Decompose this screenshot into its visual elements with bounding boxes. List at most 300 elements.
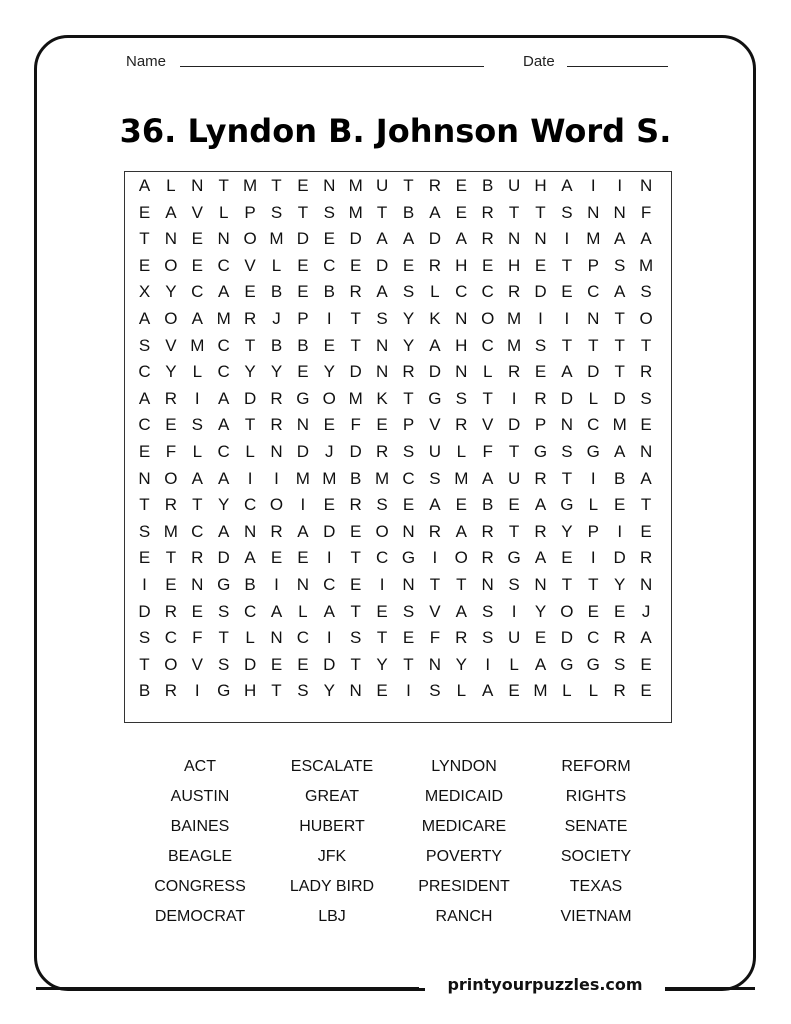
grid-letter: I: [485, 654, 491, 674]
grid-letter: R: [455, 628, 468, 648]
grid-letter: A: [561, 176, 573, 195]
grid-letter: C: [138, 415, 151, 435]
grid-letter: M: [243, 176, 258, 195]
grid-letter: N: [270, 442, 283, 461]
grid-letter: E: [455, 495, 467, 515]
grid-letter: M: [348, 388, 363, 408]
grid-letter: S: [218, 601, 230, 621]
grid-letter: R: [534, 521, 547, 541]
grid-letter: T: [508, 521, 520, 541]
grid-letter: O: [164, 309, 178, 328]
grid-letter: N: [138, 468, 151, 488]
grid-letter: V: [244, 255, 256, 275]
grid-letter: V: [429, 601, 441, 621]
grid-letter: N: [481, 575, 494, 594]
grid-letter: R: [428, 521, 442, 541]
word-list-item: BEAGLE: [167, 848, 233, 865]
grid-letter: E: [482, 255, 494, 275]
grid-letter: B: [402, 202, 415, 222]
grid-letter: R: [613, 628, 626, 648]
grid-letter: D: [560, 628, 574, 648]
grid-letter: E: [138, 202, 151, 222]
grid-letter: L: [588, 495, 599, 515]
grid-letter: V: [191, 202, 203, 222]
grid-letter: R: [243, 309, 257, 328]
grid-letter: C: [481, 282, 494, 302]
grid-letter: N: [507, 229, 521, 249]
grid-letter: B: [297, 335, 309, 355]
grid-letter: T: [350, 601, 361, 621]
grid-letter: T: [139, 654, 150, 674]
grid-letter: E: [534, 628, 547, 648]
footer-rule-left: [36, 987, 419, 990]
grid-letter: G: [560, 495, 574, 515]
grid-letter: D: [428, 362, 442, 382]
grid-letter: C: [217, 335, 230, 355]
grid-letter: E: [323, 415, 335, 435]
grid-letter: R: [349, 282, 362, 302]
grid-letter: N: [402, 575, 415, 594]
word-list-item: MEDICARE: [421, 818, 507, 835]
grid-letter: F: [165, 442, 177, 461]
grid-letter: P: [534, 415, 547, 435]
grid-letter: H: [455, 335, 468, 355]
grid-letter: O: [164, 468, 178, 488]
grid-letter: T: [614, 362, 625, 382]
grid-letter: N: [243, 521, 257, 541]
grid-letter: C: [191, 521, 204, 541]
grid-letter: H: [455, 255, 468, 275]
grid-letter: S: [350, 628, 362, 648]
grid-letter: D: [296, 229, 310, 249]
grid-letter: T: [403, 176, 414, 195]
grid-letter: S: [138, 335, 151, 355]
grid-letter: E: [376, 415, 388, 435]
grid-letter: S: [455, 388, 467, 408]
grid-letter: N: [296, 575, 310, 594]
grid-letter: D: [296, 442, 310, 461]
grid-letter: I: [617, 521, 623, 541]
grid-letter: O: [639, 309, 653, 328]
word-list-item: AUSTIN: [170, 788, 230, 805]
grid-letter: R: [481, 229, 494, 249]
puzzle-title: 36. Lyndon B. Johnson Word S.: [119, 112, 672, 150]
grid-letter: R: [164, 388, 178, 408]
grid-letter: T: [165, 548, 177, 568]
grid-letter: A: [297, 521, 309, 541]
grid-letter: R: [481, 202, 494, 222]
grid-letter: R: [270, 521, 283, 541]
name-line: [180, 66, 484, 67]
grid-letter: S: [640, 282, 652, 302]
grid-letter: A: [534, 654, 547, 674]
grid-letter: B: [270, 335, 283, 355]
grid-letter: X: [138, 282, 151, 302]
grid-letter: E: [244, 282, 256, 302]
grid-letter: Y: [614, 575, 626, 594]
grid-letter: I: [406, 681, 411, 701]
grid-letter: E: [376, 601, 388, 621]
grid-letter: B: [614, 468, 626, 488]
grid-letter: C: [243, 495, 257, 515]
grid-letter: N: [191, 176, 204, 195]
grid-letter: M: [216, 309, 231, 328]
date-label: Date: [523, 53, 555, 70]
grid-letter: E: [587, 601, 599, 621]
grid-letter: J: [641, 601, 651, 621]
word-list-item: LYNDON: [431, 758, 497, 775]
grid-letter: L: [245, 442, 255, 461]
grid-letter: G: [217, 681, 231, 701]
grid-letter: T: [588, 335, 599, 355]
grid-letter: H: [534, 176, 547, 195]
grid-letter: C: [243, 601, 257, 621]
grid-letter: A: [138, 176, 151, 195]
grid-letter: D: [138, 601, 151, 621]
grid-letter: O: [269, 495, 284, 515]
grid-letter: S: [429, 468, 441, 488]
grid-letter: A: [640, 229, 652, 249]
grid-letter: N: [323, 176, 336, 195]
grid-letter: M: [533, 681, 548, 701]
grid-letter: E: [455, 202, 467, 222]
grid-letter: A: [455, 521, 467, 541]
grid-letter: C: [455, 282, 468, 302]
grid-letter: R: [613, 681, 626, 701]
grid-letter: N: [402, 521, 415, 541]
grid-letter: O: [243, 229, 257, 249]
grid-letter: M: [348, 176, 363, 195]
grid-letter: T: [588, 575, 599, 594]
grid-letter: A: [218, 282, 230, 302]
grid-letter: E: [508, 495, 520, 515]
grid-letter: T: [271, 176, 282, 195]
grid-letter: Y: [402, 335, 415, 355]
grid-letter: T: [508, 202, 520, 222]
grid-letter: C: [217, 362, 230, 382]
grid-letter: A: [429, 202, 441, 222]
grid-letter: N: [375, 362, 389, 382]
grid-letter: Y: [402, 309, 415, 328]
grid-letter: L: [271, 255, 282, 275]
grid-letter: E: [297, 176, 309, 195]
grid-letter: S: [191, 415, 203, 435]
grid-letter: S: [402, 282, 415, 302]
grid-letter: P: [587, 255, 599, 275]
grid-letter: S: [270, 202, 283, 222]
grid-letter: S: [640, 388, 652, 408]
grid-letter: D: [507, 415, 521, 435]
grid-letter: N: [587, 309, 600, 328]
grid-letter: O: [164, 255, 178, 275]
grid-letter: T: [614, 335, 625, 355]
grid-letter: M: [190, 335, 205, 355]
grid-letter: A: [191, 468, 203, 488]
grid-letter: A: [402, 229, 415, 249]
word-list-item: JFK: [317, 848, 347, 865]
grid-letter: E: [402, 628, 415, 648]
grid-letter: A: [561, 362, 573, 382]
grid-letter: R: [428, 255, 442, 275]
grid-letter: E: [297, 362, 309, 382]
grid-letter: E: [297, 654, 309, 674]
grid-letter: C: [587, 282, 600, 302]
grid-letter: E: [640, 654, 652, 674]
grid-letter: C: [375, 548, 389, 568]
grid-letter: M: [375, 468, 390, 488]
grid-letter: A: [218, 388, 230, 408]
footer-rule-right: [651, 987, 755, 990]
grid-letter: T: [561, 255, 573, 275]
grid-letter: C: [164, 628, 178, 648]
grid-letter: I: [326, 548, 332, 568]
grid-letter: A: [482, 681, 494, 701]
grid-letter: E: [508, 681, 520, 701]
grid-letter: R: [164, 681, 178, 701]
grid-letter: L: [218, 202, 229, 222]
grid-letter: T: [218, 176, 229, 195]
grid-letter: L: [456, 681, 467, 701]
grid-letter: G: [296, 388, 310, 408]
grid-letter: T: [614, 309, 625, 328]
grid-letter: N: [639, 575, 653, 594]
grid-letter: S: [218, 654, 230, 674]
word-list-item: BAINES: [170, 818, 230, 835]
grid-letter: R: [191, 548, 204, 568]
grid-letter: M: [348, 202, 363, 222]
grid-letter: L: [562, 681, 572, 701]
grid-letter: V: [482, 415, 494, 435]
grid-letter: N: [428, 654, 442, 674]
grid-letter: E: [350, 255, 362, 275]
grid-letter: A: [138, 309, 151, 328]
word-list-item: VIETNAM: [560, 908, 632, 925]
word-list-item: RIGHTS: [565, 788, 627, 805]
word-list-item: RANCH: [435, 908, 493, 925]
grid-letter: T: [376, 202, 388, 222]
grid-letter: B: [270, 282, 283, 302]
grid-letter: O: [560, 601, 574, 621]
grid-letter: I: [326, 628, 332, 648]
grid-letter: A: [614, 229, 626, 249]
grid-letter: U: [428, 442, 442, 461]
grid-letter: A: [270, 601, 283, 621]
grid-letter: N: [639, 176, 653, 195]
grid-letter: N: [349, 681, 362, 701]
grid-letter: M: [639, 255, 654, 275]
grid-letter: I: [142, 575, 147, 594]
grid-letter: V: [165, 335, 177, 355]
grid-letter: E: [323, 335, 335, 355]
grid-letter: T: [350, 335, 361, 355]
grid-letter: A: [323, 601, 335, 621]
grid-letter: F: [640, 202, 652, 222]
grid-letter: N: [639, 442, 653, 461]
grid-letter: M: [612, 415, 627, 435]
grid-letter: A: [455, 601, 467, 621]
grid-letter: T: [640, 335, 652, 355]
grid-letter: Y: [270, 362, 283, 382]
grid-letter: S: [561, 442, 573, 461]
grid-letter: K: [429, 309, 441, 328]
grid-letter: E: [270, 548, 283, 568]
grid-letter: T: [297, 202, 309, 222]
grid-letter: J: [325, 442, 334, 461]
grid-letter: E: [138, 442, 151, 461]
grid-letter: A: [429, 495, 441, 515]
grid-letter: N: [270, 628, 283, 648]
grid-letter: Y: [455, 654, 467, 674]
name-label: Name: [126, 53, 167, 70]
grid-letter: L: [588, 681, 599, 701]
grid-letter: R: [164, 601, 178, 621]
grid-letter: O: [454, 548, 468, 568]
word-list-item: POVERTY: [425, 848, 503, 865]
grid-letter: N: [455, 362, 468, 382]
grid-letter: R: [639, 362, 653, 382]
grid-letter: A: [534, 495, 547, 515]
grid-letter: M: [454, 468, 469, 488]
word-list-item: DEMOCRAT: [154, 908, 246, 925]
grid-letter: O: [164, 654, 178, 674]
grid-letter: I: [538, 309, 543, 328]
grid-letter: G: [401, 548, 416, 568]
grid-letter: L: [588, 388, 599, 408]
grid-letter: M: [507, 309, 522, 328]
grid-letter: S: [614, 654, 626, 674]
grid-letter: U: [507, 628, 521, 648]
grid-letter: I: [564, 309, 570, 328]
word-list-item: ESCALATE: [290, 758, 374, 775]
grid-letter: S: [614, 255, 626, 275]
grid-letter: E: [297, 548, 309, 568]
grid-letter: I: [247, 468, 253, 488]
grid-letter: C: [191, 282, 204, 302]
grid-letter: I: [590, 176, 596, 195]
grid-letter: E: [191, 229, 203, 249]
grid-letter: D: [323, 521, 336, 541]
word-list-item: LADY BIRD: [289, 878, 375, 895]
grid-letter: H: [507, 255, 521, 275]
grid-letter: T: [350, 654, 361, 674]
grid-letter: E: [561, 282, 573, 302]
word-list-item: TEXAS: [569, 878, 623, 895]
grid-letter: T: [561, 575, 573, 594]
grid-letter: S: [482, 601, 494, 621]
grid-letter: R: [270, 415, 283, 435]
grid-letter: U: [375, 176, 389, 195]
grid-letter: E: [640, 415, 652, 435]
grid-letter: L: [192, 442, 203, 461]
grid-letter: G: [560, 654, 574, 674]
grid-letter: S: [323, 202, 335, 222]
word-list-item: SOCIETY: [560, 848, 632, 865]
grid-letter: T: [192, 495, 203, 515]
grid-letter: M: [163, 521, 178, 541]
grid-letter: D: [349, 229, 362, 249]
grid-letter: L: [482, 362, 493, 382]
grid-letter: T: [640, 495, 652, 515]
grid-letter: T: [244, 335, 256, 355]
grid-letter: E: [323, 229, 335, 249]
grid-letter: Y: [244, 362, 256, 382]
grid-letter: R: [534, 388, 547, 408]
grid-letter: R: [534, 468, 547, 488]
grid-letter: E: [640, 521, 652, 541]
grid-letter: P: [587, 521, 599, 541]
grid-letter: N: [587, 202, 600, 222]
grid-letter: R: [270, 388, 283, 408]
grid-letter: C: [217, 255, 230, 275]
grid-letter: C: [296, 628, 310, 648]
grid-letter: G: [533, 442, 548, 461]
grid-letter: T: [218, 628, 229, 648]
word-list-item: CONGRESS: [154, 878, 246, 895]
word-list-item: ACT: [184, 758, 216, 775]
grid-letter: E: [165, 415, 177, 435]
word-list-item: GREAT: [305, 788, 359, 805]
grid-letter: I: [432, 548, 438, 568]
grid-letter: L: [192, 362, 203, 382]
grid-letter: U: [507, 468, 521, 488]
grid-letter: T: [139, 229, 150, 249]
grid-letter: C: [587, 415, 600, 435]
grid-letter: R: [428, 176, 442, 195]
grid-letter: N: [613, 202, 626, 222]
grid-letter: S: [429, 681, 441, 701]
grid-letter: Y: [165, 282, 177, 302]
grid-letter: T: [429, 575, 441, 594]
grid-letter: E: [297, 282, 309, 302]
grid-letter: P: [244, 202, 256, 222]
grid-letter: R: [164, 495, 178, 515]
grid-letter: I: [511, 601, 517, 621]
grid-letter: A: [244, 548, 256, 568]
grid-letter: E: [534, 362, 547, 382]
grid-letter: S: [482, 628, 494, 648]
grid-letter: N: [560, 415, 574, 435]
grid-letter: A: [218, 521, 230, 541]
grid-letter: D: [217, 548, 230, 568]
grid-letter: E: [270, 654, 283, 674]
grid-letter: N: [217, 229, 230, 249]
grid-letter: L: [456, 442, 467, 461]
grid-letter: Y: [534, 601, 547, 621]
grid-letter: E: [455, 176, 467, 195]
grid-letter: E: [191, 255, 203, 275]
grid-letter: N: [534, 575, 547, 594]
grid-letter: T: [561, 335, 573, 355]
grid-letter: T: [244, 415, 256, 435]
grid-letter: I: [511, 388, 517, 408]
grid-letter: D: [349, 442, 362, 461]
grid-letter: M: [269, 229, 284, 249]
grid-letter: T: [508, 442, 520, 461]
grid-letter: H: [243, 681, 257, 701]
grid-letter: N: [375, 335, 389, 355]
grid-letter: A: [614, 442, 626, 461]
grid-letter: S: [402, 442, 415, 461]
word-list-item: REFORM: [561, 758, 631, 775]
grid-letter: I: [590, 468, 596, 488]
grid-letter: R: [375, 442, 389, 461]
grid-letter: B: [323, 282, 335, 302]
grid-letter: R: [507, 362, 521, 382]
grid-letter: N: [296, 415, 310, 435]
grid-letter: C: [402, 468, 415, 488]
grid-letter: R: [349, 495, 362, 515]
grid-letter: B: [350, 468, 362, 488]
